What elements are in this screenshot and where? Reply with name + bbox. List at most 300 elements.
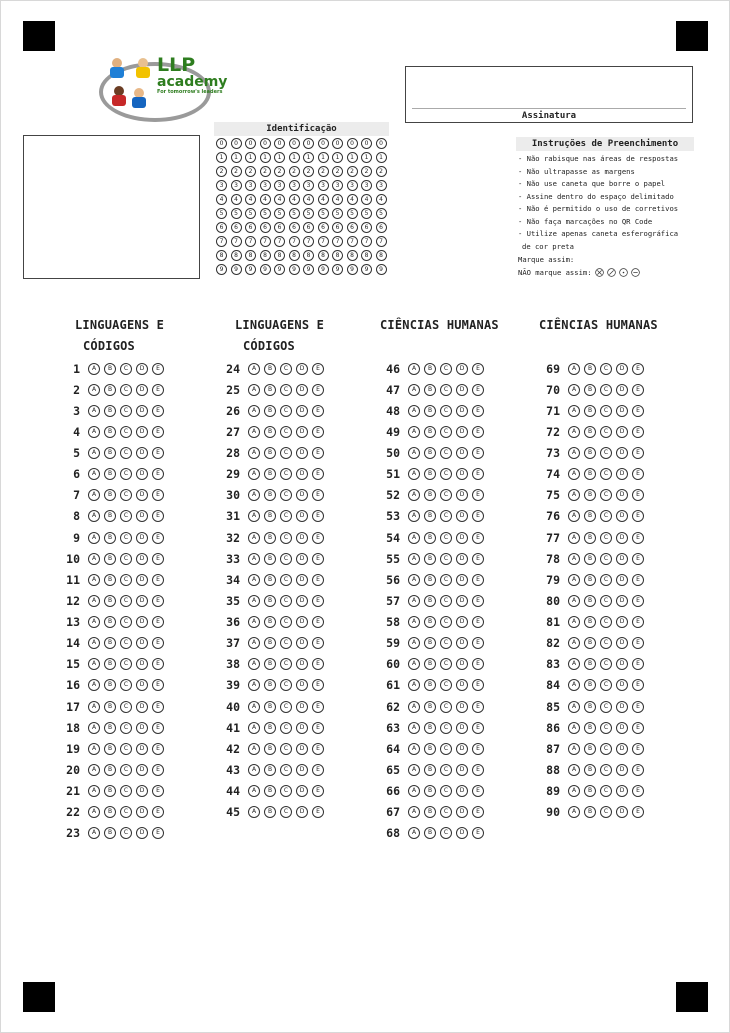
answer-bubble-e[interactable]: E <box>472 384 484 396</box>
answer-bubble-b[interactable]: B <box>104 384 116 396</box>
answer-bubble-d[interactable]: D <box>616 743 628 755</box>
answer-bubble-c[interactable]: C <box>440 616 452 628</box>
id-digit-bubble[interactable]: 8 <box>216 250 227 261</box>
answer-bubble-a[interactable]: A <box>568 405 580 417</box>
answer-bubble-c[interactable]: C <box>280 363 292 375</box>
answer-bubble-a[interactable]: A <box>88 489 100 501</box>
answer-bubble-a[interactable]: A <box>408 806 420 818</box>
answer-bubble-a[interactable]: A <box>248 595 260 607</box>
answer-bubble-e[interactable]: E <box>632 764 644 776</box>
answer-bubble-a[interactable]: A <box>88 595 100 607</box>
id-digit-bubble[interactable]: 8 <box>303 250 314 261</box>
answer-bubble-b[interactable]: B <box>584 405 596 417</box>
answer-bubble-e[interactable]: E <box>632 447 644 459</box>
answer-bubble-e[interactable]: E <box>632 384 644 396</box>
answer-bubble-b[interactable]: B <box>104 701 116 713</box>
id-digit-bubble[interactable]: 0 <box>318 138 329 149</box>
answer-bubble-b[interactable]: B <box>424 637 436 649</box>
answer-bubble-b[interactable]: B <box>584 384 596 396</box>
answer-bubble-a[interactable]: A <box>568 468 580 480</box>
answer-bubble-d[interactable]: D <box>136 489 148 501</box>
id-digit-bubble[interactable]: 8 <box>289 250 300 261</box>
answer-bubble-e[interactable]: E <box>152 616 164 628</box>
id-digit-bubble[interactable]: 7 <box>289 236 300 247</box>
answer-bubble-e[interactable]: E <box>152 764 164 776</box>
answer-bubble-c[interactable]: C <box>120 510 132 522</box>
id-digit-bubble[interactable]: 0 <box>216 138 227 149</box>
answer-bubble-e[interactable]: E <box>632 701 644 713</box>
answer-bubble-c[interactable]: C <box>600 405 612 417</box>
answer-bubble-b[interactable]: B <box>424 785 436 797</box>
id-digit-bubble[interactable]: 8 <box>274 250 285 261</box>
answer-bubble-b[interactable]: B <box>264 764 276 776</box>
answer-bubble-a[interactable]: A <box>408 384 420 396</box>
answer-bubble-d[interactable]: D <box>456 574 468 586</box>
answer-bubble-e[interactable]: E <box>312 637 324 649</box>
answer-bubble-c[interactable]: C <box>440 595 452 607</box>
answer-bubble-d[interactable]: D <box>296 405 308 417</box>
answer-bubble-c[interactable]: C <box>600 616 612 628</box>
id-digit-bubble[interactable]: 2 <box>274 166 285 177</box>
answer-bubble-a[interactable]: A <box>568 679 580 691</box>
answer-bubble-e[interactable]: E <box>312 553 324 565</box>
id-digit-bubble[interactable]: 5 <box>303 208 314 219</box>
answer-bubble-b[interactable]: B <box>104 468 116 480</box>
answer-bubble-d[interactable]: D <box>136 701 148 713</box>
answer-bubble-a[interactable]: A <box>568 743 580 755</box>
answer-bubble-c[interactable]: C <box>120 806 132 818</box>
answer-bubble-d[interactable]: D <box>296 595 308 607</box>
answer-bubble-e[interactable]: E <box>312 447 324 459</box>
answer-bubble-b[interactable]: B <box>584 658 596 670</box>
answer-bubble-a[interactable]: A <box>88 532 100 544</box>
answer-bubble-a[interactable]: A <box>88 701 100 713</box>
answer-bubble-c[interactable]: C <box>280 701 292 713</box>
answer-bubble-e[interactable]: E <box>312 743 324 755</box>
answer-bubble-d[interactable]: D <box>456 764 468 776</box>
answer-bubble-e[interactable]: E <box>152 743 164 755</box>
id-digit-bubble[interactable]: 7 <box>260 236 271 247</box>
answer-bubble-a[interactable]: A <box>248 426 260 438</box>
answer-bubble-a[interactable]: A <box>408 363 420 375</box>
answer-bubble-c[interactable]: C <box>120 553 132 565</box>
answer-bubble-e[interactable]: E <box>632 743 644 755</box>
answer-bubble-d[interactable]: D <box>616 426 628 438</box>
answer-bubble-b[interactable]: B <box>584 806 596 818</box>
answer-bubble-c[interactable]: C <box>280 785 292 797</box>
answer-bubble-d[interactable]: D <box>616 405 628 417</box>
answer-bubble-d[interactable]: D <box>296 532 308 544</box>
answer-bubble-d[interactable]: D <box>296 447 308 459</box>
answer-bubble-a[interactable]: A <box>408 510 420 522</box>
answer-bubble-b[interactable]: B <box>584 595 596 607</box>
answer-bubble-c[interactable]: C <box>440 363 452 375</box>
answer-bubble-d[interactable]: D <box>456 785 468 797</box>
id-digit-bubble[interactable]: 5 <box>260 208 271 219</box>
answer-bubble-d[interactable]: D <box>136 637 148 649</box>
answer-bubble-d[interactable]: D <box>616 447 628 459</box>
id-digit-bubble[interactable]: 6 <box>376 222 387 233</box>
answer-bubble-d[interactable]: D <box>296 616 308 628</box>
answer-bubble-d[interactable]: D <box>136 595 148 607</box>
answer-bubble-e[interactable]: E <box>472 806 484 818</box>
answer-bubble-e[interactable]: E <box>632 806 644 818</box>
answer-bubble-b[interactable]: B <box>104 553 116 565</box>
answer-bubble-c[interactable]: C <box>120 616 132 628</box>
answer-bubble-d[interactable]: D <box>456 743 468 755</box>
answer-bubble-a[interactable]: A <box>408 553 420 565</box>
id-digit-bubble[interactable]: 6 <box>318 222 329 233</box>
answer-bubble-b[interactable]: B <box>584 722 596 734</box>
answer-bubble-d[interactable]: D <box>456 827 468 839</box>
answer-bubble-b[interactable]: B <box>584 468 596 480</box>
answer-bubble-b[interactable]: B <box>264 679 276 691</box>
answer-bubble-a[interactable]: A <box>88 553 100 565</box>
answer-bubble-c[interactable]: C <box>440 532 452 544</box>
answer-bubble-a[interactable]: A <box>568 806 580 818</box>
answer-bubble-e[interactable]: E <box>312 510 324 522</box>
answer-bubble-c[interactable]: C <box>600 806 612 818</box>
id-digit-bubble[interactable]: 1 <box>376 152 387 163</box>
answer-bubble-b[interactable]: B <box>104 574 116 586</box>
id-digit-bubble[interactable]: 1 <box>231 152 242 163</box>
answer-bubble-c[interactable]: C <box>280 574 292 586</box>
answer-bubble-b[interactable]: B <box>264 806 276 818</box>
answer-bubble-b[interactable]: B <box>424 553 436 565</box>
id-digit-bubble[interactable]: 7 <box>347 236 358 247</box>
answer-bubble-e[interactable]: E <box>472 489 484 501</box>
answer-bubble-c[interactable]: C <box>280 722 292 734</box>
id-digit-bubble[interactable]: 3 <box>216 180 227 191</box>
answer-bubble-b[interactable]: B <box>424 806 436 818</box>
answer-bubble-b[interactable]: B <box>584 532 596 544</box>
id-digit-bubble[interactable]: 1 <box>332 152 343 163</box>
answer-bubble-e[interactable]: E <box>312 468 324 480</box>
id-digit-bubble[interactable]: 0 <box>332 138 343 149</box>
answer-bubble-a[interactable]: A <box>248 510 260 522</box>
answer-bubble-c[interactable]: C <box>440 701 452 713</box>
answer-bubble-e[interactable]: E <box>632 785 644 797</box>
answer-bubble-c[interactable]: C <box>120 658 132 670</box>
answer-bubble-e[interactable]: E <box>632 468 644 480</box>
answer-bubble-a[interactable]: A <box>88 468 100 480</box>
id-digit-bubble[interactable]: 8 <box>245 250 256 261</box>
answer-bubble-d[interactable]: D <box>616 722 628 734</box>
answer-bubble-e[interactable]: E <box>312 764 324 776</box>
answer-bubble-a[interactable]: A <box>248 532 260 544</box>
answer-bubble-d[interactable]: D <box>136 785 148 797</box>
answer-bubble-c[interactable]: C <box>280 489 292 501</box>
answer-bubble-a[interactable]: A <box>568 574 580 586</box>
answer-bubble-b[interactable]: B <box>104 679 116 691</box>
id-digit-bubble[interactable]: 2 <box>376 166 387 177</box>
id-digit-bubble[interactable]: 7 <box>231 236 242 247</box>
answer-bubble-e[interactable]: E <box>312 363 324 375</box>
answer-bubble-c[interactable]: C <box>600 363 612 375</box>
answer-bubble-c[interactable]: C <box>120 595 132 607</box>
id-digit-bubble[interactable]: 9 <box>216 264 227 275</box>
answer-bubble-b[interactable]: B <box>264 363 276 375</box>
answer-bubble-e[interactable]: E <box>472 785 484 797</box>
answer-bubble-b[interactable]: B <box>264 595 276 607</box>
answer-bubble-b[interactable]: B <box>424 447 436 459</box>
answer-bubble-e[interactable]: E <box>152 806 164 818</box>
answer-bubble-d[interactable]: D <box>136 426 148 438</box>
id-digit-bubble[interactable]: 0 <box>274 138 285 149</box>
answer-bubble-c[interactable]: C <box>600 426 612 438</box>
answer-bubble-e[interactable]: E <box>152 510 164 522</box>
answer-bubble-a[interactable]: A <box>568 637 580 649</box>
answer-bubble-c[interactable]: C <box>440 489 452 501</box>
id-digit-bubble[interactable]: 3 <box>303 180 314 191</box>
id-digit-bubble[interactable]: 4 <box>332 194 343 205</box>
id-digit-bubble[interactable]: 7 <box>376 236 387 247</box>
answer-bubble-e[interactable]: E <box>312 658 324 670</box>
id-digit-bubble[interactable]: 9 <box>260 264 271 275</box>
answer-bubble-b[interactable]: B <box>104 743 116 755</box>
answer-bubble-c[interactable]: C <box>440 679 452 691</box>
answer-bubble-b[interactable]: B <box>104 426 116 438</box>
answer-bubble-b[interactable]: B <box>104 532 116 544</box>
id-digit-bubble[interactable]: 7 <box>318 236 329 247</box>
answer-bubble-a[interactable]: A <box>248 701 260 713</box>
answer-bubble-c[interactable]: C <box>280 658 292 670</box>
answer-bubble-d[interactable]: D <box>456 532 468 544</box>
answer-bubble-c[interactable]: C <box>280 743 292 755</box>
answer-bubble-c[interactable]: C <box>440 447 452 459</box>
answer-bubble-b[interactable]: B <box>424 722 436 734</box>
answer-bubble-e[interactable]: E <box>472 637 484 649</box>
answer-bubble-d[interactable]: D <box>296 743 308 755</box>
id-digit-bubble[interactable]: 9 <box>303 264 314 275</box>
answer-bubble-a[interactable]: A <box>408 489 420 501</box>
answer-bubble-e[interactable]: E <box>152 363 164 375</box>
answer-bubble-c[interactable]: C <box>440 658 452 670</box>
answer-bubble-c[interactable]: C <box>280 532 292 544</box>
answer-bubble-b[interactable]: B <box>584 701 596 713</box>
id-digit-bubble[interactable]: 5 <box>231 208 242 219</box>
answer-bubble-b[interactable]: B <box>264 658 276 670</box>
answer-bubble-d[interactable]: D <box>456 468 468 480</box>
answer-bubble-d[interactable]: D <box>136 743 148 755</box>
answer-bubble-c[interactable]: C <box>280 384 292 396</box>
answer-bubble-e[interactable]: E <box>152 553 164 565</box>
answer-bubble-a[interactable]: A <box>88 658 100 670</box>
answer-bubble-c[interactable]: C <box>280 637 292 649</box>
answer-bubble-d[interactable]: D <box>616 489 628 501</box>
id-digit-bubble[interactable]: 9 <box>231 264 242 275</box>
answer-bubble-e[interactable]: E <box>472 764 484 776</box>
answer-bubble-a[interactable]: A <box>248 658 260 670</box>
id-digit-bubble[interactable]: 8 <box>361 250 372 261</box>
answer-bubble-b[interactable]: B <box>584 764 596 776</box>
answer-bubble-d[interactable]: D <box>136 806 148 818</box>
answer-bubble-b[interactable]: B <box>424 405 436 417</box>
id-digit-bubble[interactable]: 6 <box>303 222 314 233</box>
answer-bubble-a[interactable]: A <box>248 616 260 628</box>
answer-bubble-e[interactable]: E <box>472 616 484 628</box>
answer-bubble-a[interactable]: A <box>248 785 260 797</box>
answer-bubble-b[interactable]: B <box>424 468 436 480</box>
id-digit-bubble[interactable]: 0 <box>289 138 300 149</box>
answer-bubble-a[interactable]: A <box>88 806 100 818</box>
answer-bubble-b[interactable]: B <box>424 658 436 670</box>
answer-bubble-e[interactable]: E <box>472 510 484 522</box>
answer-bubble-e[interactable]: E <box>472 658 484 670</box>
id-digit-bubble[interactable]: 1 <box>260 152 271 163</box>
id-digit-bubble[interactable]: 3 <box>318 180 329 191</box>
answer-bubble-e[interactable]: E <box>152 637 164 649</box>
answer-bubble-d[interactable]: D <box>136 405 148 417</box>
answer-bubble-a[interactable]: A <box>408 701 420 713</box>
answer-bubble-a[interactable]: A <box>408 658 420 670</box>
answer-bubble-c[interactable]: C <box>600 595 612 607</box>
answer-bubble-c[interactable]: C <box>120 447 132 459</box>
answer-bubble-e[interactable]: E <box>312 616 324 628</box>
id-digit-bubble[interactable]: 4 <box>231 194 242 205</box>
answer-bubble-b[interactable]: B <box>104 595 116 607</box>
answer-bubble-b[interactable]: B <box>264 384 276 396</box>
answer-bubble-a[interactable]: A <box>408 679 420 691</box>
answer-bubble-c[interactable]: C <box>120 785 132 797</box>
answer-bubble-a[interactable]: A <box>88 827 100 839</box>
answer-bubble-b[interactable]: B <box>264 468 276 480</box>
answer-bubble-a[interactable]: A <box>248 764 260 776</box>
answer-bubble-b[interactable]: B <box>264 574 276 586</box>
id-digit-bubble[interactable]: 1 <box>361 152 372 163</box>
answer-bubble-e[interactable]: E <box>472 553 484 565</box>
answer-bubble-e[interactable]: E <box>632 595 644 607</box>
id-digit-bubble[interactable]: 4 <box>347 194 358 205</box>
answer-bubble-d[interactable]: D <box>296 384 308 396</box>
answer-bubble-a[interactable]: A <box>568 616 580 628</box>
answer-bubble-d[interactable]: D <box>296 658 308 670</box>
answer-bubble-a[interactable]: A <box>568 722 580 734</box>
answer-bubble-c[interactable]: C <box>440 405 452 417</box>
answer-bubble-a[interactable]: A <box>88 363 100 375</box>
answer-bubble-b[interactable]: B <box>424 426 436 438</box>
answer-bubble-c[interactable]: C <box>120 701 132 713</box>
id-digit-bubble[interactable]: 1 <box>216 152 227 163</box>
id-digit-bubble[interactable]: 0 <box>376 138 387 149</box>
answer-bubble-c[interactable]: C <box>440 384 452 396</box>
answer-bubble-c[interactable]: C <box>120 532 132 544</box>
id-digit-bubble[interactable]: 5 <box>274 208 285 219</box>
id-digit-bubble[interactable]: 4 <box>376 194 387 205</box>
answer-bubble-a[interactable]: A <box>88 785 100 797</box>
answer-bubble-d[interactable]: D <box>616 616 628 628</box>
answer-bubble-b[interactable]: B <box>264 510 276 522</box>
answer-bubble-c[interactable]: C <box>440 764 452 776</box>
answer-bubble-d[interactable]: D <box>456 363 468 375</box>
answer-bubble-c[interactable]: C <box>280 447 292 459</box>
answer-bubble-d[interactable]: D <box>616 785 628 797</box>
answer-bubble-c[interactable]: C <box>280 764 292 776</box>
answer-bubble-d[interactable]: D <box>136 553 148 565</box>
answer-bubble-a[interactable]: A <box>248 468 260 480</box>
id-digit-bubble[interactable]: 9 <box>318 264 329 275</box>
id-digit-bubble[interactable]: 9 <box>289 264 300 275</box>
answer-bubble-d[interactable]: D <box>136 616 148 628</box>
answer-bubble-e[interactable]: E <box>152 574 164 586</box>
id-digit-bubble[interactable]: 9 <box>245 264 256 275</box>
id-digit-bubble[interactable]: 9 <box>274 264 285 275</box>
answer-bubble-d[interactable]: D <box>456 426 468 438</box>
answer-bubble-c[interactable]: C <box>440 806 452 818</box>
answer-bubble-a[interactable]: A <box>568 447 580 459</box>
answer-bubble-c[interactable]: C <box>120 489 132 501</box>
answer-bubble-a[interactable]: A <box>88 447 100 459</box>
answer-bubble-c[interactable]: C <box>600 489 612 501</box>
answer-bubble-b[interactable]: B <box>104 806 116 818</box>
answer-bubble-c[interactable]: C <box>120 426 132 438</box>
answer-bubble-e[interactable]: E <box>312 806 324 818</box>
answer-bubble-b[interactable]: B <box>104 658 116 670</box>
answer-bubble-e[interactable]: E <box>152 426 164 438</box>
answer-bubble-c[interactable]: C <box>440 574 452 586</box>
answer-bubble-b[interactable]: B <box>104 764 116 776</box>
answer-bubble-e[interactable]: E <box>472 827 484 839</box>
answer-bubble-e[interactable]: E <box>632 574 644 586</box>
id-digit-bubble[interactable]: 3 <box>332 180 343 191</box>
answer-bubble-b[interactable]: B <box>264 447 276 459</box>
id-digit-bubble[interactable]: 6 <box>216 222 227 233</box>
answer-bubble-d[interactable]: D <box>456 405 468 417</box>
id-digit-bubble[interactable]: 2 <box>231 166 242 177</box>
id-digit-bubble[interactable]: 3 <box>347 180 358 191</box>
answer-bubble-b[interactable]: B <box>424 679 436 691</box>
answer-bubble-c[interactable]: C <box>440 553 452 565</box>
answer-bubble-b[interactable]: B <box>264 489 276 501</box>
answer-bubble-c[interactable]: C <box>120 384 132 396</box>
answer-bubble-b[interactable]: B <box>424 532 436 544</box>
answer-bubble-b[interactable]: B <box>584 489 596 501</box>
answer-bubble-d[interactable]: D <box>616 363 628 375</box>
answer-bubble-e[interactable]: E <box>312 595 324 607</box>
answer-bubble-d[interactable]: D <box>456 595 468 607</box>
id-digit-bubble[interactable]: 7 <box>216 236 227 247</box>
id-digit-bubble[interactable]: 6 <box>347 222 358 233</box>
answer-bubble-e[interactable]: E <box>152 722 164 734</box>
answer-bubble-b[interactable]: B <box>424 363 436 375</box>
answer-bubble-b[interactable]: B <box>584 447 596 459</box>
answer-bubble-e[interactable]: E <box>632 616 644 628</box>
answer-bubble-c[interactable]: C <box>440 510 452 522</box>
id-digit-bubble[interactable]: 7 <box>303 236 314 247</box>
id-digit-bubble[interactable]: 6 <box>260 222 271 233</box>
answer-bubble-a[interactable]: A <box>568 595 580 607</box>
answer-bubble-a[interactable]: A <box>88 743 100 755</box>
answer-bubble-e[interactable]: E <box>152 658 164 670</box>
signature-box[interactable] <box>405 66 693 123</box>
answer-bubble-b[interactable]: B <box>264 722 276 734</box>
id-digit-bubble[interactable]: 0 <box>361 138 372 149</box>
answer-bubble-b[interactable]: B <box>264 701 276 713</box>
answer-bubble-a[interactable]: A <box>408 468 420 480</box>
id-digit-bubble[interactable]: 7 <box>361 236 372 247</box>
id-digit-bubble[interactable]: 7 <box>245 236 256 247</box>
answer-bubble-d[interactable]: D <box>456 447 468 459</box>
answer-bubble-d[interactable]: D <box>296 785 308 797</box>
answer-bubble-e[interactable]: E <box>472 468 484 480</box>
answer-bubble-a[interactable]: A <box>568 785 580 797</box>
answer-bubble-e[interactable]: E <box>472 532 484 544</box>
id-digit-bubble[interactable]: 3 <box>376 180 387 191</box>
id-digit-bubble[interactable]: 7 <box>274 236 285 247</box>
answer-bubble-a[interactable]: A <box>568 701 580 713</box>
answer-bubble-d[interactable]: D <box>136 574 148 586</box>
answer-bubble-a[interactable]: A <box>568 489 580 501</box>
